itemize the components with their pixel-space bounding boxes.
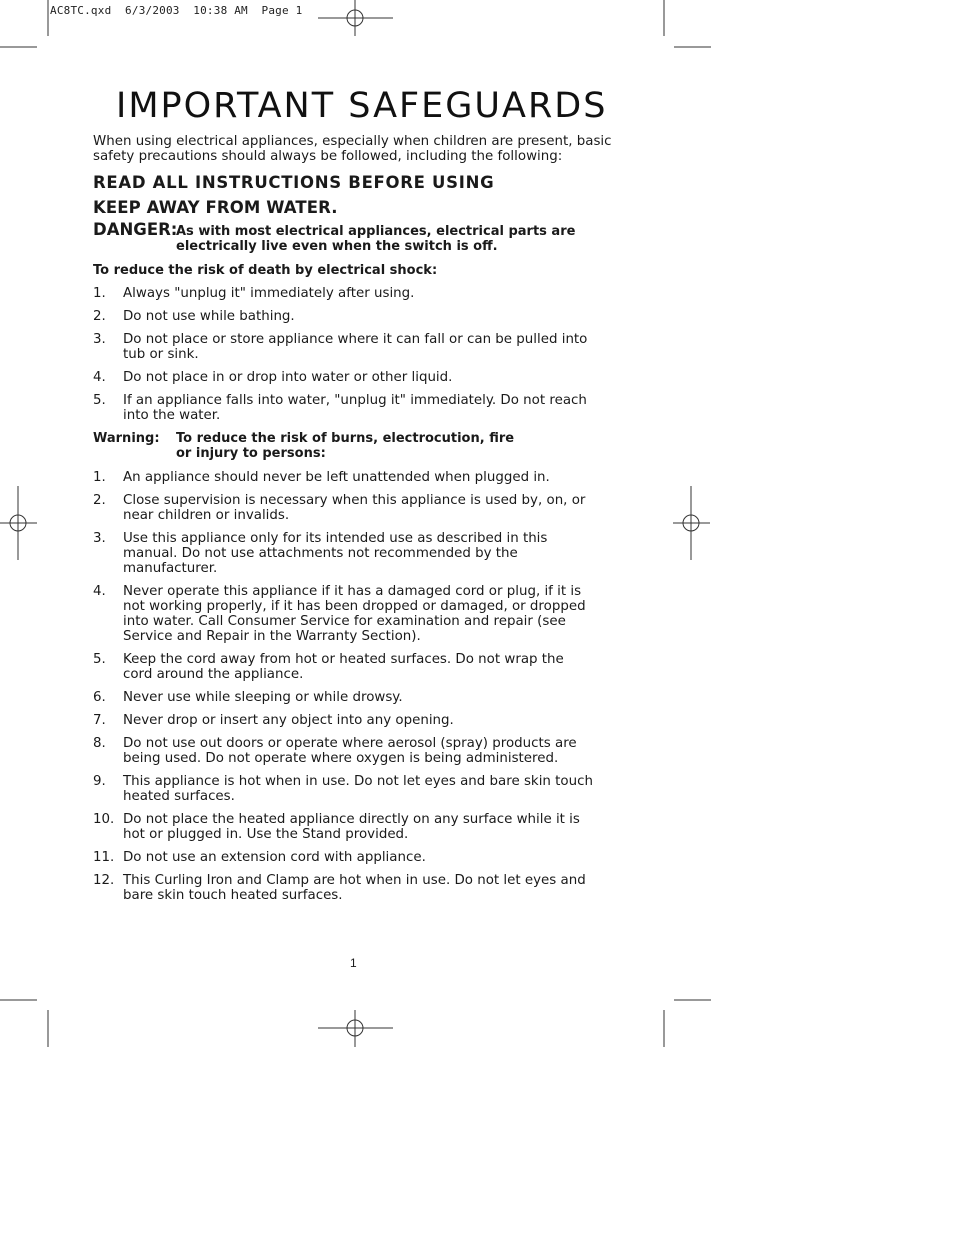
- list-item-text: Do not place or store appliance where it can fall or can be pulled into tub or sink.: [123, 332, 588, 362]
- list-item-text: Do not place the heated appliance directly on any surface while it is hot or plugged in. Use the Stand provided.: [123, 812, 580, 842]
- list-item-text: Do not use out doors or operate where aerosol (spray) products are being used. Do not operate where oxygen is being administered.: [123, 736, 577, 766]
- list-item: [93, 286, 623, 301]
- list-item-number: 9.: [93, 774, 106, 789]
- list-item-text: An appliance should never be left unattended when plugged in.: [123, 470, 550, 485]
- warning-label: Warning:: [93, 431, 160, 446]
- list-item: [93, 493, 623, 523]
- list-item-number: 10.: [93, 812, 115, 827]
- read-instructions-heading: READ ALL INSTRUCTIONS BEFORE USING: [93, 173, 495, 192]
- list-item: [93, 393, 623, 423]
- list-item-text: Use this appliance only for its intended use as described in this manual. Do not use attachments not recommended by the manufacturer.: [123, 531, 548, 576]
- list-item-text: Do not use while bathing.: [123, 309, 295, 324]
- registration-mark-right: [673, 486, 710, 560]
- list-item-number: 3.: [93, 332, 106, 347]
- danger-text: As with most electrical appliances, electrical parts are electrically live even when the switch is off.: [176, 224, 576, 254]
- shock-list: [93, 286, 623, 423]
- list-item-text: This appliance is hot when in use. Do not let eyes and bare skin touch heated surfaces.: [123, 774, 593, 804]
- list-item-number: 12.: [93, 873, 115, 888]
- list-item: [93, 652, 623, 682]
- list-item-number: 2.: [93, 309, 106, 324]
- list-item: [93, 531, 623, 576]
- list-item: [93, 850, 623, 865]
- shock-heading: To reduce the risk of death by electrical shock:: [93, 263, 438, 278]
- list-item-number: 3.: [93, 531, 106, 546]
- list-item-number: 1.: [93, 470, 106, 485]
- danger-label: DANGER:: [93, 220, 178, 239]
- list-item-text: If an appliance falls into water, "unplug it" immediately. Do not reach into the water.: [123, 393, 587, 423]
- list-item-text: Keep the cord away from hot or heated surfaces. Do not wrap the cord around the appliance.: [123, 652, 564, 682]
- list-item: [93, 873, 623, 903]
- list-item: [93, 812, 623, 842]
- registration-mark-left: [0, 486, 37, 560]
- list-item: [93, 332, 623, 362]
- page-number: 1: [350, 956, 357, 970]
- list-item-text: Never drop or insert any object into any opening.: [123, 713, 454, 728]
- list-item-number: 5.: [93, 652, 106, 667]
- list-item-number: 2.: [93, 493, 106, 508]
- list-item-number: 5.: [93, 393, 106, 408]
- list-item-number: 7.: [93, 713, 106, 728]
- list-item-number: 8.: [93, 736, 106, 751]
- list-item: [93, 713, 623, 728]
- list-item: [93, 690, 623, 705]
- intro-paragraph: When using electrical appliances, especially when children are present, basic safety precautions should always be followed, including the following:: [93, 134, 612, 164]
- list-item: [93, 470, 623, 485]
- list-item-number: 1.: [93, 286, 106, 301]
- danger-notice: [93, 221, 623, 254]
- list-item-text: This Curling Iron and Clamp are hot when in use. Do not let eyes and bare skin touch heated surfaces.: [123, 873, 586, 903]
- list-item: [93, 736, 623, 766]
- list-item-number: 4.: [93, 584, 106, 599]
- list-item: [93, 774, 623, 804]
- list-item-number: 6.: [93, 690, 106, 705]
- list-item-text: Do not use an extension cord with appliance.: [123, 850, 426, 865]
- registration-mark-bottom: [318, 1010, 393, 1047]
- warning-text: To reduce the risk of burns, electrocution, fire or injury to persons:: [176, 431, 515, 461]
- list-item-number: 4.: [93, 370, 106, 385]
- page-title: IMPORTANT SAFEGUARDS: [116, 86, 608, 126]
- registration-mark-top: [318, 0, 393, 36]
- printer-slug-line: AC8TC.qxd 6/3/2003 10:38 AM Page 1: [50, 4, 303, 17]
- warning-notice: [93, 431, 623, 461]
- list-item-text: Never use while sleeping or while drowsy.: [123, 690, 403, 705]
- list-item-number: 11.: [93, 850, 115, 865]
- list-item-text: Do not place in or drop into water or other liquid.: [123, 370, 453, 385]
- list-item-text: Never operate this appliance if it has a damaged cord or plug, if it is not working properly, if it has been dropped or damaged, or dropped into water. Call Consumer Service for examination and repair (see Service and Repair in the Warranty Section).: [123, 584, 586, 644]
- list-item-text: Always "unplug it" immediately after using.: [123, 286, 415, 301]
- keep-away-water-heading: KEEP AWAY FROM WATER.: [93, 198, 338, 217]
- list-item: [93, 309, 623, 324]
- list-item-text: Close supervision is necessary when this appliance is used by, on, or near children or invalids.: [123, 493, 586, 523]
- list-item: [93, 584, 623, 644]
- safeguards-content: [93, 134, 623, 911]
- warning-list: [93, 470, 623, 903]
- list-item: [93, 370, 623, 385]
